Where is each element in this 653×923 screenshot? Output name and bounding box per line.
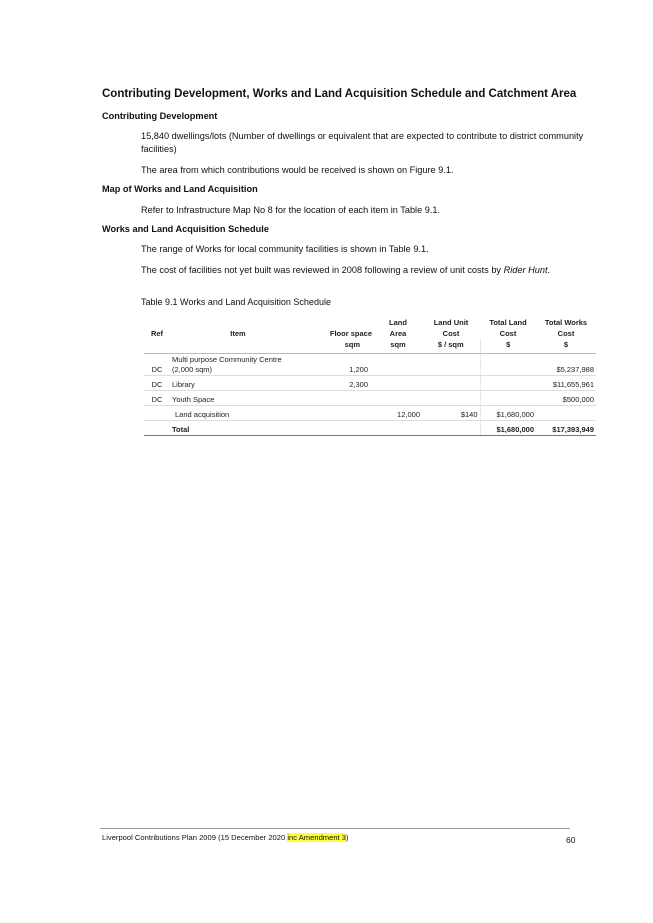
unit-works-dollar: $ xyxy=(536,339,596,354)
works-schedule-table xyxy=(144,311,596,436)
page-number: 60 xyxy=(566,835,576,845)
rider-hunt: Rider Hunt xyxy=(503,265,548,275)
col-area: Area xyxy=(389,329,407,338)
unit-floor-sqm: sqm xyxy=(306,339,374,354)
col-cost-land: Cost xyxy=(499,329,517,338)
cost-review-end: . xyxy=(547,265,551,275)
table-row: DC Library 2,300 $11,655,961 xyxy=(144,376,596,391)
table-total-row: Total $1,680,000 $17,393,949 xyxy=(144,421,596,436)
col-item: Item xyxy=(230,329,246,338)
unit-area-sqm: sqm xyxy=(374,339,422,354)
footer-divider xyxy=(100,828,570,829)
table-row: DC Youth Space $500,000 xyxy=(144,391,596,406)
col-total-land: Total Land xyxy=(489,318,527,327)
footer-text: Liverpool Contributions Plan 2009 (15 December 2020 inc Amendment 3) xyxy=(102,833,349,842)
unit-land-dollar: $ xyxy=(480,339,536,354)
map-text: Refer to Infrastructure Map No 8 for the location of each item in Table 9.1. xyxy=(141,205,441,215)
schedule-heading: Works and Land Acquisition Schedule xyxy=(102,224,269,234)
map-heading: Map of Works and Land Acquisition xyxy=(102,184,258,194)
cost-review-text xyxy=(141,264,593,277)
header-row-mid xyxy=(144,328,596,339)
contributing-development-heading: Contributing Development xyxy=(102,111,218,121)
table-row: Land acquisition 12,000 $140 $1,680,000 xyxy=(144,406,596,421)
col-ref: Ref xyxy=(150,329,164,338)
col-floor-space: Floor space xyxy=(329,329,372,338)
table-row: DC Multi purpose Community Centre (2,000 sqm) 1,200 $5,237,988 xyxy=(144,354,596,376)
col-total-works: Total Works xyxy=(544,318,588,327)
header-row-top xyxy=(144,311,596,328)
cost-review-main: The cost of facilities not yet built was reviewed in 2008 following a review of unit costs by xyxy=(141,265,504,275)
table-caption: Table 9.1 Works and Land Acquisition Schedule xyxy=(141,297,331,307)
col-land: Land xyxy=(389,318,407,327)
contributing-development-text: 15,840 dwellings/lots (Number of dwellings or equivalent that are expected to contribute to district community facilities) xyxy=(141,131,584,154)
schedule-text: The range of Works for local community facilities is shown in Table 9.1. xyxy=(141,244,429,254)
amendment-highlight: inc Amendment 3 xyxy=(287,833,347,842)
section-heading: Contributing Development, Works and Land Acquisition Schedule and Catchment Area xyxy=(102,88,577,100)
col-cost-unit: Cost xyxy=(442,329,460,338)
col-land-unit: Land Unit xyxy=(433,318,469,327)
header-row-units xyxy=(144,339,596,354)
unit-per-sqm: $ / sqm xyxy=(422,339,480,354)
col-cost-works: Cost xyxy=(557,329,575,338)
catchment-area-text: The area from which contributions would be received is shown on Figure 9.1. xyxy=(141,165,454,175)
